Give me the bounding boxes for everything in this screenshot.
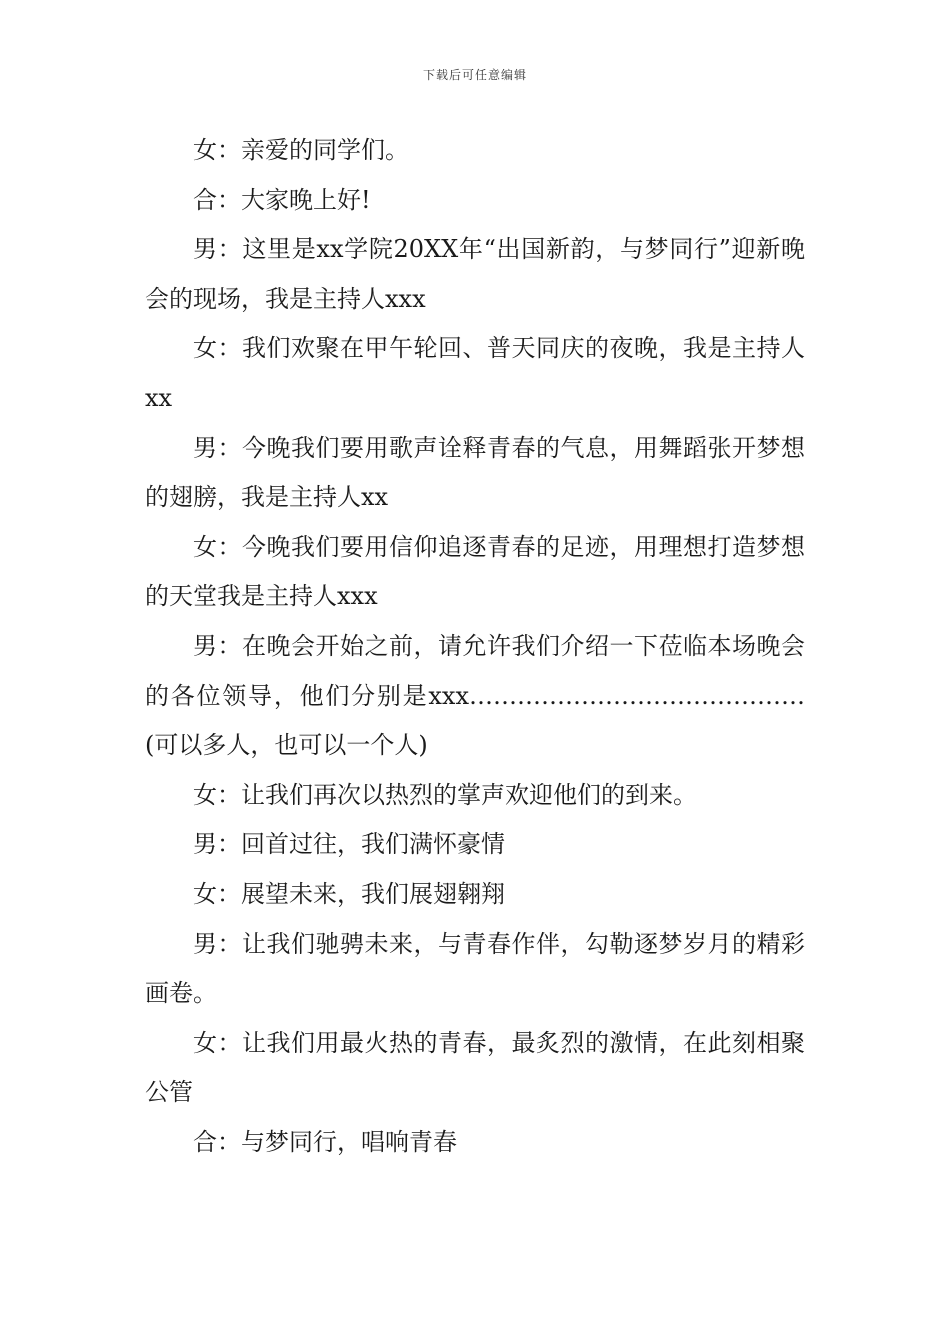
paragraph: 女：让我们再次以热烈的掌声欢迎他们的到来。 (193, 780, 697, 809)
paragraph: 合：大家晚上好! (193, 185, 371, 214)
page-header: 下载后可任意编辑 (422, 68, 527, 82)
paragraph: 女：让我们用最火热的青春，最炙烈的激情，在此刻相聚公管 (145, 1028, 805, 1107)
document-body (145, 126, 805, 1167)
paragraph: 男：这里是xx学院20XX年“出国新韵，与梦同行”迎新晚会的现场，我是主持人xxx (145, 235, 805, 313)
paragraph: 女：今晚我们要用信仰追逐青春的足迹，用理想打造梦想的天堂我是主持人xxx (145, 532, 805, 611)
paragraph: 男：今晚我们要用歌声诠释青春的气息，用舞蹈张开梦想的翅膀，我是主持人xx (145, 433, 805, 512)
paragraph: 女：展望未来，我们展翅翱翔 (193, 879, 505, 908)
paragraph: 女：亲爱的同学们。 (193, 136, 409, 164)
paragraph: 男：在晚会开始之前，请允许我们介绍一下莅临本场晚会的各位领导，他们分别是xxx……………………………………(可以多人，也可以一个人) (145, 631, 805, 760)
paragraph: 男：回首过往，我们满怀豪情 (193, 830, 505, 859)
paragraph: 男：让我们驰骋未来，与青春作伴，勾勒逐梦岁月的精彩画卷。 (145, 929, 805, 1008)
paragraph: 合：与梦同行，唱响青春 (193, 1127, 457, 1156)
paragraph: 女：我们欢聚在甲午轮回、普天同庆的夜晚，我是主持人xx (145, 334, 805, 412)
